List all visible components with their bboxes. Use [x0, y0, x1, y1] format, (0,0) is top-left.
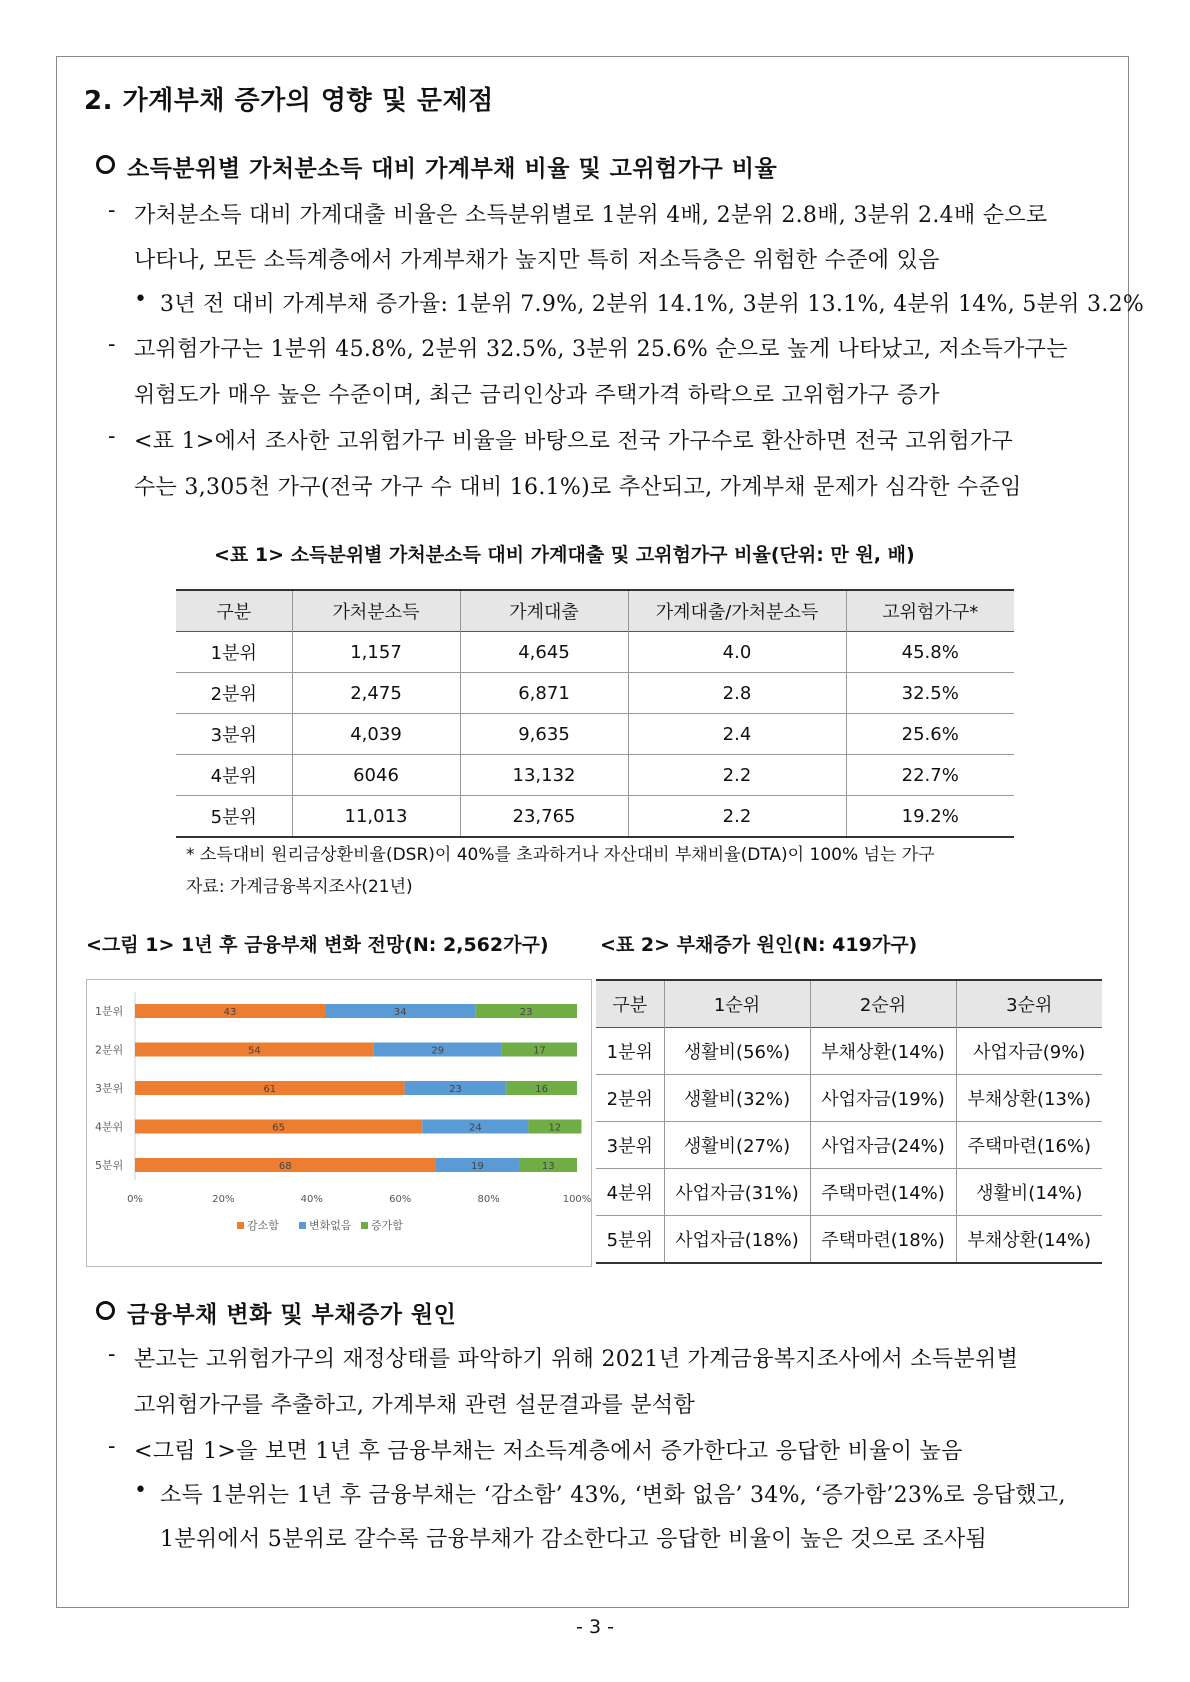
table-cell: 생활비(14%) [956, 1169, 1102, 1216]
chart-data-label: 54 [247, 1045, 261, 1057]
table-cell: 6046 [292, 755, 460, 796]
table-header-cell: 고위험가구* [846, 590, 1014, 632]
chart-category-label: 2분위 [95, 1043, 124, 1057]
bullet-line: 3년 전 대비 가계부채 증가율: 1분위 7.9%, 2분위 14.1%, 3분위 13.1%, 4분위 14%, 5분위 3.2% [160, 292, 1145, 317]
table-header-cell: 가계대출 [460, 590, 628, 632]
figure1-chart-box [86, 979, 592, 1267]
table-cell: 생활비(32%) [664, 1075, 810, 1122]
chart-data-label: 68 [278, 1161, 292, 1172]
table-cell: 45.8% [846, 632, 1014, 673]
dash-marker: - [108, 198, 116, 223]
paragraph-line: 본고는 고위험가구의 재정상태를 파악하기 위해 2021년 가계금융복지조사에서 소득분위별 [134, 1347, 1019, 1372]
chart-data-label: 34 [393, 1007, 407, 1018]
chart-tick-label: 0% [127, 1194, 143, 1205]
table-cell: 2.2 [628, 755, 846, 796]
chart-data-label: 65 [272, 1122, 286, 1134]
table-header-cell: 구분 [216, 602, 252, 623]
chart-tick-label: 100% [562, 1194, 591, 1205]
paragraph-line: 고위험가구를 추출하고, 가계부채 관련 설문결과를 분석함 [134, 1393, 696, 1418]
dot-bullet-icon: • [134, 287, 148, 312]
table-cell: 25.6% [846, 714, 1014, 755]
chart-tick-label: 60% [389, 1194, 412, 1205]
paragraph-line: <그림 1>을 보면 1년 후 금융부채는 저소득계층에서 증가한다고 응답한 비율이 높음 [134, 1439, 963, 1464]
chart-data-label: 29 [431, 1045, 445, 1057]
table-row [596, 1028, 1102, 1075]
paragraph-line: <표 1>에서 조사한 고위험가구 비율을 바탕으로 전국 가구수로 환산하면 전국 고위험가구 [134, 429, 1014, 454]
table-cell: 사업자금(18%) [664, 1216, 810, 1264]
table-cell: 11,013 [292, 796, 460, 838]
chart-data-label: 19 [471, 1161, 484, 1172]
chart-tick-label: 80% [477, 1194, 500, 1205]
section-title: 2. 가계부채 증가의 영향 및 문제점 [84, 86, 494, 116]
table-cell: 5분위 [606, 1230, 653, 1251]
subsection-heading-text: 금융부채 변화 및 부채증가 원인 [127, 1302, 457, 1328]
table-cell: 생활비(27%) [664, 1122, 810, 1169]
table-header-row [596, 980, 1102, 1028]
table-row [176, 796, 1014, 838]
table-header-cell: 1순위 [664, 980, 810, 1028]
table-cell: 생활비(56%) [664, 1028, 810, 1075]
chart-tick-label: 20% [212, 1194, 235, 1205]
table-cell: 주택마련(18%) [810, 1216, 956, 1264]
table-cell: 2.4 [628, 714, 846, 755]
table-cell: 13,132 [460, 755, 628, 796]
chart-tick-label: 40% [300, 1194, 323, 1205]
table-header-cell: 2순위 [810, 980, 956, 1028]
chart-legend-swatch [237, 1222, 244, 1229]
chart-legend-swatch [299, 1222, 306, 1229]
table-cell: 3분위 [210, 725, 257, 746]
dash-marker: - [108, 332, 116, 357]
table-cell: 4분위 [606, 1183, 653, 1204]
table1-note: * 소득대비 원리금상환비율(DSR)이 40%를 초과하거나 자산대비 부채비율(DTA)이 100% 넘는 가구 [186, 845, 935, 865]
table-cell: 22.7% [846, 755, 1014, 796]
table-cell: 부채상환(13%) [956, 1075, 1102, 1122]
chart-data-label: 13 [541, 1161, 555, 1172]
table-row [176, 673, 1014, 714]
chart-category-label: 5분위 [95, 1159, 124, 1172]
chart-legend-label: 증가함 [371, 1219, 403, 1232]
table-cell: 32.5% [846, 673, 1014, 714]
table-row [596, 1122, 1102, 1169]
chart-legend-label: 변화없음 [309, 1219, 352, 1232]
chart-data-label: 61 [263, 1084, 277, 1095]
chart-legend-label: 감소함 [247, 1219, 279, 1232]
table2 [596, 979, 1102, 1264]
page-number: - 3 - [576, 1616, 614, 1638]
table-cell: 사업자금(31%) [664, 1169, 810, 1216]
chart-data-label: 17 [533, 1045, 546, 1057]
chart-legend-swatch [361, 1222, 368, 1229]
bullet-line: 소득 1분위는 1년 후 금융부채는 ‘감소함’ 43%, ‘변화 없음’ 34%, ‘증가함’23%로 응답했고, [160, 1483, 1066, 1508]
paragraph-line: 가처분소득 대비 가계대출 비율은 소득분위별로 1분위 4배, 2분위 2.8배, 3분위 2.4배 순으로 [134, 203, 1048, 228]
table-row [176, 632, 1014, 673]
chart-category-label: 4분위 [95, 1120, 124, 1134]
subsection-heading-1 [96, 150, 777, 183]
table-row [176, 755, 1014, 796]
paragraph-line: 위험도가 매우 높은 수준이며, 최근 금리인상과 주택가격 하락으로 고위험가구 증가 [134, 383, 940, 408]
table-row [596, 1216, 1102, 1264]
table-row [176, 714, 1014, 755]
table-cell: 4,645 [460, 632, 628, 673]
table-header-row [176, 590, 1014, 632]
table1 [176, 589, 1014, 838]
table-cell: 4.0 [628, 632, 846, 673]
table-cell: 9,635 [460, 714, 628, 755]
chart-data-label: 23 [519, 1007, 533, 1018]
table-cell: 2.2 [628, 796, 846, 838]
table-cell: 부채상환(14%) [810, 1028, 956, 1075]
table-cell: 1,157 [292, 632, 460, 673]
circle-bullet-icon [96, 1301, 115, 1320]
table-cell: 19.2% [846, 796, 1014, 838]
chart-data-label: 16 [535, 1084, 549, 1095]
table-cell: 주택마련(14%) [810, 1169, 956, 1216]
table1-caption: <표 1> 소득분위별 가처분소득 대비 가계대출 및 고위험가구 비율(단위: 만 원, 배) [214, 544, 915, 566]
paragraph-line: 나타나, 모든 소득계층에서 가계부채가 높지만 특히 저소득층은 위험한 수준에 있음 [134, 248, 940, 273]
chart-category-label: 3분위 [95, 1082, 124, 1095]
figure1-caption: <그림 1> 1년 후 금융부채 변화 전망(N: 2,562가구) [86, 934, 549, 956]
subsection-heading-2 [96, 1296, 456, 1329]
dot-bullet-icon: • [134, 1478, 148, 1503]
dash-marker: - [108, 1434, 116, 1459]
bullet-line: 1분위에서 5분위로 갈수록 금융부채가 감소한다고 응답한 비율이 높은 것으로 조사됨 [160, 1527, 988, 1552]
table-cell: 4분위 [210, 766, 257, 787]
table-header-cell: 가계대출/가처분소득 [628, 590, 846, 632]
table-cell: 부채상환(14%) [956, 1216, 1102, 1264]
chart-data-label: 23 [449, 1084, 462, 1095]
table1-source: 자료: 가계금융복지조사(21년) [186, 877, 413, 897]
stacked-bar-chart [87, 980, 591, 1266]
chart-data-label: 43 [223, 1007, 237, 1018]
table-cell: 1분위 [606, 1042, 653, 1063]
table-header-cell: 3순위 [956, 980, 1102, 1028]
table-cell: 사업자금(9%) [956, 1028, 1102, 1075]
paragraph-line: 고위험가구는 1분위 45.8%, 2분위 32.5%, 3분위 25.6% 순으로 높게 나타났고, 저소득가구는 [134, 337, 1068, 362]
table-cell: 2분위 [606, 1089, 653, 1110]
table-cell: 주택마련(16%) [956, 1122, 1102, 1169]
chart-category-label: 1분위 [95, 1005, 124, 1018]
dash-marker: - [108, 1342, 116, 1367]
table-header-cell: 구분 [612, 995, 648, 1016]
paragraph-line: 수는 3,305천 가구(전국 가구 수 대비 16.1%)로 추산되고, 가계부채 문제가 심각한 수준임 [134, 475, 1022, 500]
table-cell: 4,039 [292, 714, 460, 755]
chart-data-label: 24 [468, 1122, 482, 1134]
table-cell: 1분위 [210, 643, 257, 664]
table-cell: 사업자금(19%) [810, 1075, 956, 1122]
chart-data-label: 12 [548, 1122, 562, 1134]
table2-caption: <표 2> 부채증가 원인(N: 419가구) [600, 934, 918, 956]
circle-bullet-icon [96, 155, 115, 174]
subsection-heading-text: 소득분위별 가처분소득 대비 가계부채 비율 및 고위험가구 비율 [127, 156, 778, 182]
table-cell: 2.8 [628, 673, 846, 714]
table-cell: 5분위 [210, 807, 257, 828]
dash-marker: - [108, 424, 116, 449]
table-cell: 6,871 [460, 673, 628, 714]
table-cell: 2분위 [210, 684, 257, 705]
table-cell: 3분위 [606, 1136, 653, 1157]
table-header-cell: 가처분소득 [292, 590, 460, 632]
table-cell: 23,765 [460, 796, 628, 838]
table-cell: 사업자금(24%) [810, 1122, 956, 1169]
table-row [596, 1075, 1102, 1122]
table-row [596, 1169, 1102, 1216]
table-cell: 2,475 [292, 673, 460, 714]
